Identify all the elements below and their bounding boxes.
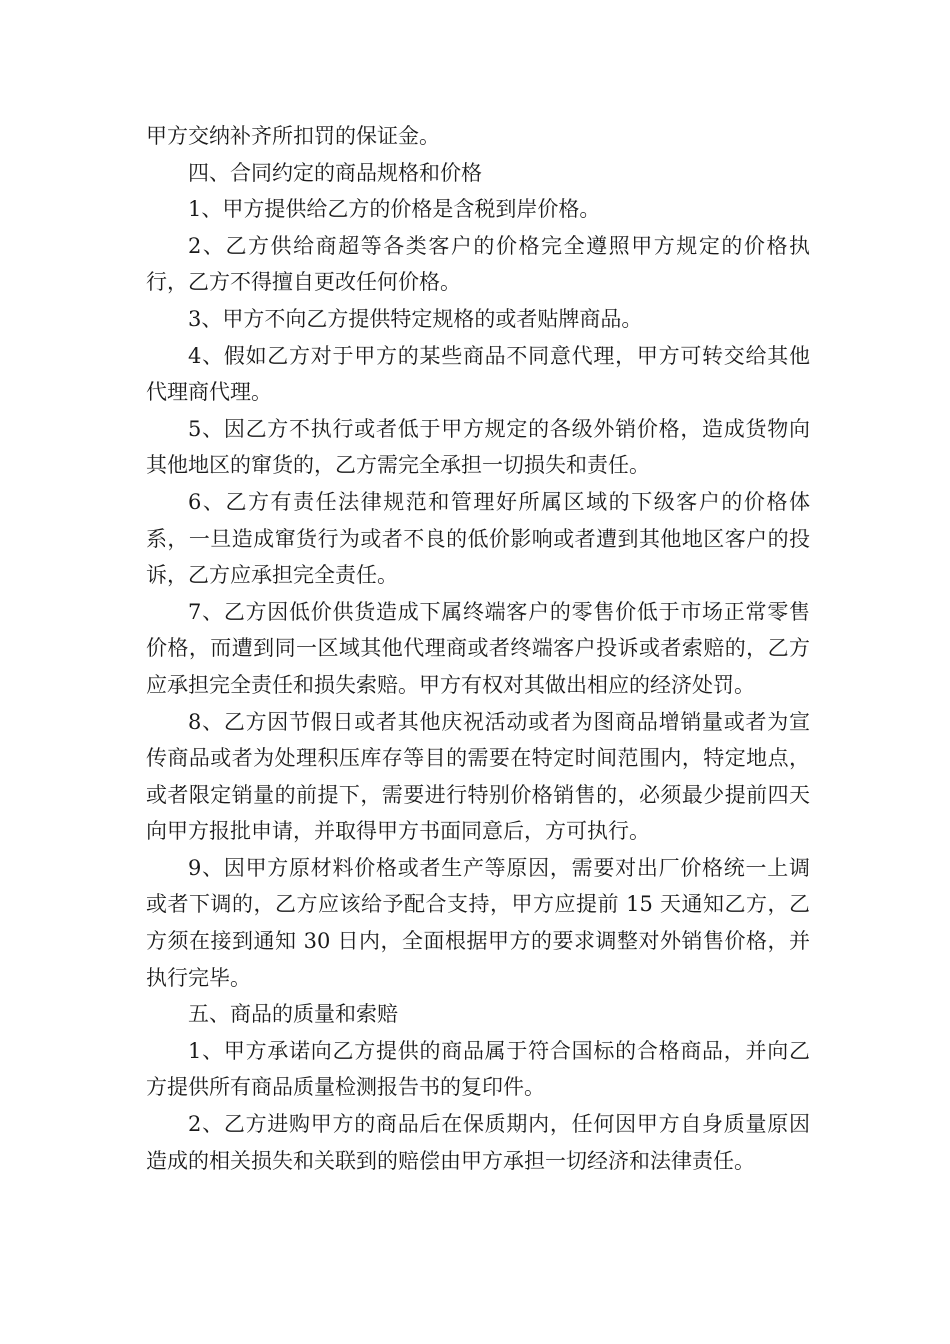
paragraph: 9、因甲方原材料价格或者生产等原因，需要对出厂价格统一上调或者下调的，乙方应该给予配合支持，甲方应提前 15 天通知乙方，乙方须在接到通知 30 日内，全面根据甲方的要求调整对外销售价格，并执行完毕。: [146, 855, 810, 990]
document-body: [146, 118, 810, 1179]
section-heading: 四、合同约定的商品规格和价格: [188, 160, 482, 185]
paragraph: 3、甲方不向乙方提供特定规格的或者贴牌商品。: [188, 306, 643, 331]
paragraph: 8、乙方因节假日或者其他庆祝活动或者为图商品增销量或者为宣传商品或者为处理积压库存等目的需要在特定时间范围内，特定地点，或者限定销量的前提下，需要进行特别价格销售的，必须最少提前四天向甲方报批申请，并取得甲方书面同意后，方可执行。: [146, 709, 810, 844]
paragraph: 2、乙方进购甲方的商品后在保质期内，任何因甲方自身质量原因造成的相关损失和关联到的赔偿由甲方承担一切经济和法律责任。: [146, 1112, 810, 1173]
paragraph: 2、乙方供给商超等各类客户的价格完全遵照甲方规定的价格执行，乙方不得擅自更改任何价格。: [146, 233, 810, 295]
section-heading: 五、商品的质量和索赔: [188, 1002, 398, 1027]
paragraph: 7、乙方因低价供货造成下属终端客户的零售价低于市场正常零售价格，而遭到同一区域其他代理商或者终端客户投诉或者索赔的，乙方应承担完全责任和损失索赔。甲方有权对其做出相应的经济处罚。: [146, 599, 810, 697]
paragraph: 5、因乙方不执行或者低于甲方规定的各级外销价格，造成货物向其他地区的窜货的，乙方需完全承担一切损失和责任。: [146, 416, 810, 478]
paragraph: 甲方交纳补齐所扣罚的保证金。: [146, 124, 440, 148]
paragraph: 1、甲方承诺向乙方提供的商品属于符合国标的合格商品，并向乙方提供所有商品质量检测报告书的复印件。: [146, 1038, 810, 1100]
paragraph: 4、假如乙方对于甲方的某些商品不同意代理，甲方可转交给其他代理商代理。: [146, 343, 810, 405]
paragraph: 6、乙方有责任法律规范和管理好所属区域的下级客户的价格体系，一旦造成窜货行为或者不良的低价影响或者遭到其他地区客户的投诉，乙方应承担完全责任。: [146, 489, 810, 588]
paragraph: 1、甲方提供给乙方的价格是含税到岸价格。: [188, 197, 601, 222]
